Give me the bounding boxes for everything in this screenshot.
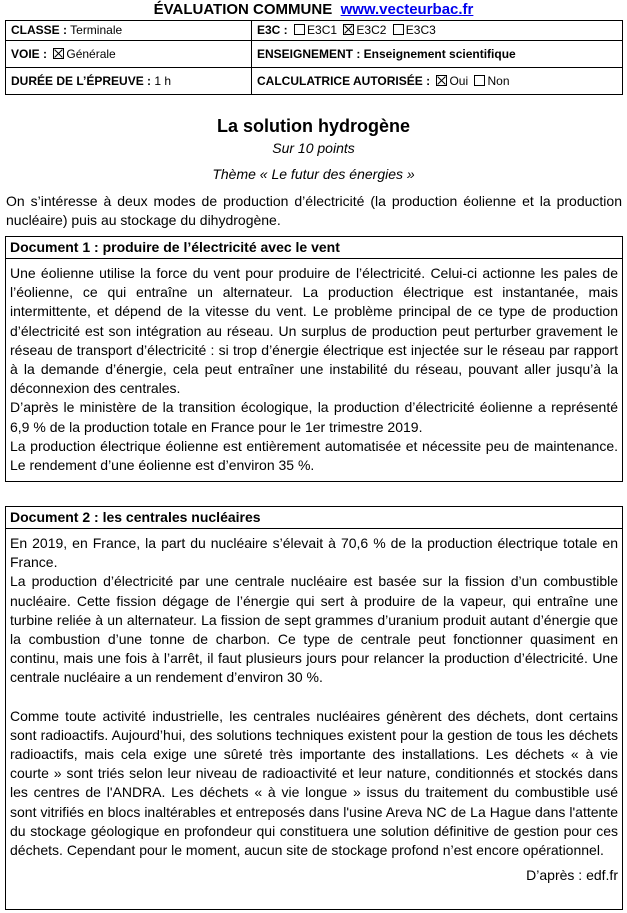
document-1-paragraph: La production électrique éolienne est entièrement automatisée et nécessite peu de maintenance. Le rendement d’une éolienne est d’environ 35 %.	[10, 437, 618, 474]
header-title	[0, 1, 627, 19]
exam-info-table	[5, 20, 623, 95]
header-title-text: ÉVALUATION COMMUNE	[153, 1, 333, 18]
calculatrice-cell: CALCULATRICE AUTORISÉE : Oui Non	[252, 68, 623, 95]
document-2-paragraph: La production d’électricité par une centrale nucléaire est basée sur la fission d’un combustible nucléaire. Cette fission dégage de l’énergie qui sert à produire de la vapeur, qui entraîne une turbine reliée à un alternateur. La fission de sept grammes d’uranium produit autant d’énergie que la combustion d’une tonne de charbon. Ce type de centrale peut fonctionner quasiment en continu, mais une fois à l’arrêt, il faut plusieurs jours pour relancer la production d’électricité. Une centrale nucléaire a un rendement d’environ 30 %.	[10, 573, 618, 686]
calc-oui-checkbox[interactable]	[436, 75, 447, 86]
document-2-paragraph: En 2019, en France, la part du nucléaire s’élevait à 70,6 % de la production électrique totale en France.	[10, 535, 618, 571]
duree-value: 1 h	[154, 74, 172, 88]
document-2-source: D’après : edf.fr	[526, 867, 618, 884]
e3c-cell: E3C : E3C1 E3C2 E3C3	[252, 21, 623, 41]
classe-value: Terminale	[70, 23, 123, 37]
document-1-body	[6, 259, 622, 477]
voie-checkbox[interactable]	[53, 48, 64, 59]
document-2-paragraph: Comme toute activité industrielle, les centrales nucléaires génèrent des déchets, dont certains sont radioactifs. Aujourd’hui, des solutions techniques existent pour la gestion de tous les déchets radioactifs, mais cela exige une sûreté très importante des installations. Les déchets « à vie courte » sont triés selon leur niveau de radioactivité et leur nature, conditionnés et stockés dans les centres de l'ANDRA. Les déchets « à vie longue » issus du traitement du combustible usé sont vitrifiés en blocs inaltérables et entreposés dans l'usine Areva NC de La Hague dans l'attente du stockage géologique en profondeur qui constituera une solution définitive de gestion pour ces déchets. Cependant pour le moment, aucun site de stockage profond n’est encore opérationnel.	[10, 707, 618, 859]
classe-cell: CLASSE : Terminale	[6, 21, 252, 41]
calc-non-checkbox[interactable]	[474, 75, 485, 86]
document-1-heading: Document 1 : produire de l’électricité avec le vent	[6, 237, 622, 259]
voie-value: Générale	[66, 47, 116, 61]
exercise-title: La solution hydrogène	[216, 116, 410, 136]
voie-cell: VOIE : Générale	[6, 41, 252, 68]
document-1-paragraph: D’après le ministère de la transition écologique, la production d’électricité éolienne a représenté 6,9 % de la production totale en France pour le 1er trimestre 2019.	[10, 399, 618, 435]
e3c1-checkbox[interactable]	[294, 24, 305, 35]
theme-label: Thème « Le futur des énergies »	[212, 166, 415, 182]
intro-text: On s’intéresse à deux modes de production d’électricité (la production éolienne et la production nucléaire) puis au stockage du dihydrogène.	[6, 193, 622, 228]
document-1-paragraph: Une éolienne utilise la force du vent pour produire de l’électricité. Celui-ci actionne les pales de l’éolienne, ce qui entraîne un alternateur. La production électrique est instantanée, mais intermittente, et dépend de la vitesse du vent. Le problème principal de ce type de production d’électricité est son intégration au réseau. Un surplus de production peut perturber gravement le réseau de transport d’électricité : si trop d’énergie électrique est injectée sur le réseau par rapport à la demande d’énergie, cela peut entraîner une instabilité du réseau, pouvant aller jusqu’à la déconnexion des centrales.	[10, 265, 618, 397]
enseignement-cell: ENSEIGNEMENT : Enseignement scientifique	[252, 41, 623, 68]
e3c2-checkbox[interactable]	[343, 24, 354, 35]
points-label: Sur 10 points	[272, 140, 355, 156]
document-2-body	[6, 529, 622, 887]
document-1	[5, 236, 623, 482]
e3c3-checkbox[interactable]	[393, 24, 404, 35]
duree-cell: DURÉE DE L’ÉPREUVE : 1 h	[6, 68, 252, 95]
document-2-heading: Document 2 : les centrales nucléaires	[6, 507, 622, 529]
document-2	[5, 506, 623, 910]
site-link[interactable]: www.vecteurbac.fr	[340, 1, 474, 18]
